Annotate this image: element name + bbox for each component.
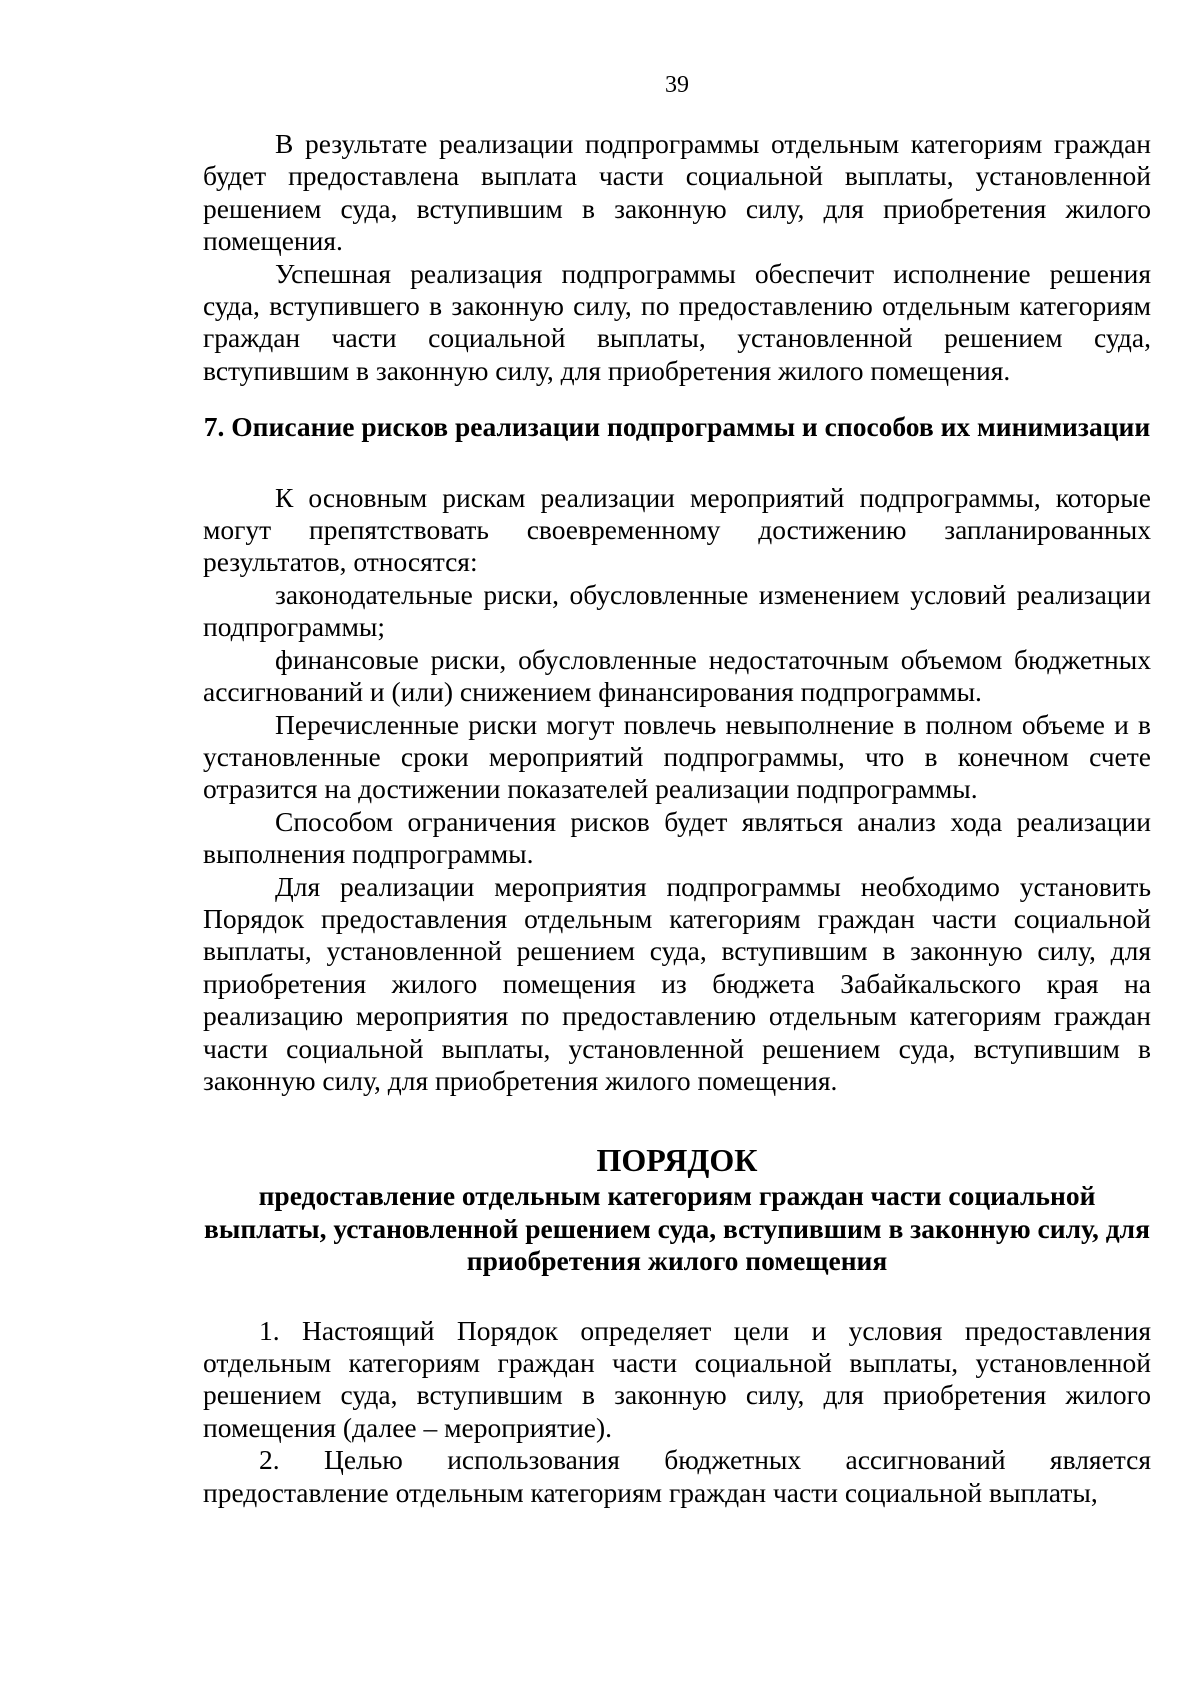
- risk-mitigation-paragraph: Способом ограничения рисков будет являться анализ хода реализации выполнения подпрограммы.: [203, 805, 1151, 870]
- order-title: ПОРЯДОК: [596, 1142, 758, 1179]
- risks-intro-paragraph: К основным рискам реализации мероприятий подпрограммы, которые могут препятствовать своевременному достижению запланированных результатов, относятся:: [203, 481, 1151, 578]
- document-page: [203, 0, 1151, 1697]
- order-subtitle: предоставление отдельным категориям граждан части социальной выплаты, установленной решением суда, вступившим в законную силу, для приобретения жилого помещения: [204, 1180, 1150, 1277]
- legislative-risks-paragraph: законодательные риски, обусловленные изменением условий реализации подпрограммы;: [203, 578, 1151, 643]
- page-number: 39: [665, 72, 689, 98]
- section-7-heading: 7. Описание рисков реализации подпрограммы и способов их минимизации: [203, 411, 1151, 443]
- order-item-2: 2. Целью использования бюджетных ассигнований является предоставление отдельным категориям граждан части социальной выплаты,: [203, 1444, 1151, 1508]
- order-item-1: 1. Настоящий Порядок определяет цели и условия предоставления отдельным категориям граждан части социальной выплаты, установленной решением суда, вступившим в законную силу, для приобретения жилого помещения (далее – мероприятие).: [203, 1314, 1151, 1443]
- document-body: [203, 128, 1151, 1509]
- order-establishment-paragraph: Для реализации мероприятия подпрограммы необходимо установить Порядок предоставления отдельным категориям граждан части социальной выплаты, установленной решением суда, вступившим в законную силу, для приобретения жилого помещения из бюджета Забайкальского края на реализацию мероприятия по предоставлению отдельным категориям граждан части социальной выплаты, установленной решением суда, вступившим в законную силу, для приобретения жилого помещения.: [203, 870, 1151, 1096]
- intro-paragraph-2: Успешная реализация подпрограммы обеспечит исполнение решения суда, вступившего в законную силу, по предоставлению отдельным категориям граждан части социальной выплаты, установленной решением суда, вступившим в законную силу, для приобретения жилого помещения.: [203, 257, 1151, 386]
- financial-risks-paragraph: финансовые риски, обусловленные недостаточным объемом бюджетных ассигнований и (или) снижением финансирования подпрограммы.: [203, 643, 1151, 708]
- intro-paragraph-1: В результате реализации подпрограммы отдельным категориям граждан будет предоставлена выплата части социальной выплаты, установленной решением суда, вступившим в законную силу, для приобретения жилого помещения.: [203, 128, 1151, 257]
- risks-consequence-paragraph: Перечисленные риски могут повлечь невыполнение в полном объеме и в установленные сроки мероприятий подпрограммы, что в конечном счете отразится на достижении показателей реализации подпрограммы.: [203, 708, 1151, 805]
